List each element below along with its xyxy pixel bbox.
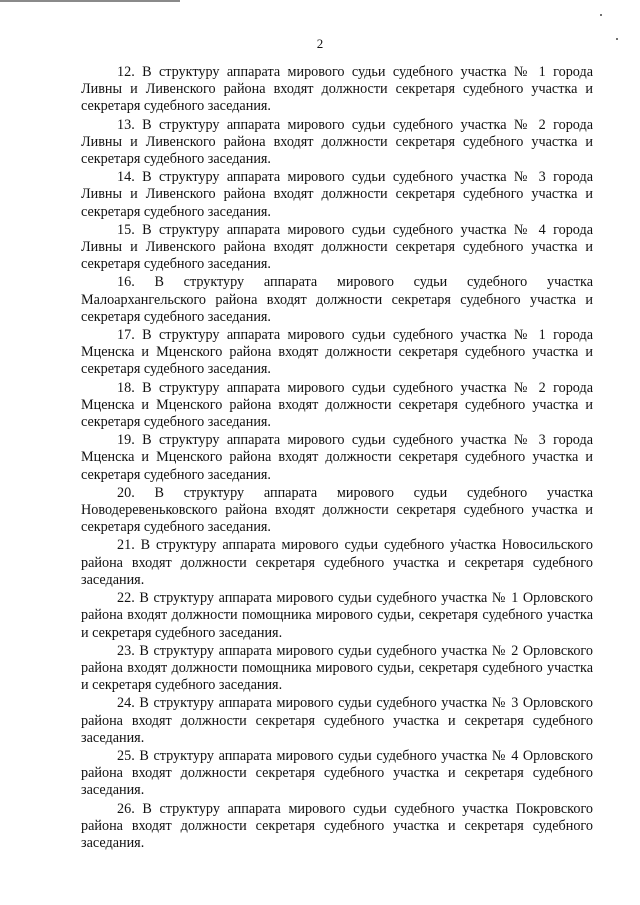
paragraph-18: 18. В структуру аппарата мирового судьи судебного участка № 2 города Мценска и Мценского района входят должности секретаря судебного участка и секретаря судебного заседания. [81, 379, 593, 431]
paragraph-19: 19. В структуру аппарата мирового судьи судебного участка № 3 города Мценска и Мценского района входят должности секретаря судебного участка и секретаря судебного заседания. [81, 432, 593, 483]
paragraph-23: 23. В структуру аппарата мирового судьи судебного участка № 2 Орловского района входят должности помощника мирового судьи, секретаря судебного участка и секретаря судебного заседания. [81, 642, 593, 694]
paragraph-20: 20. В структуру аппарата мирового судьи судебного участка Новодеревеньковского района входят должности секретаря судебного участка и секретаря судебного заседания. [81, 484, 593, 536]
paragraph-14: 14. В структуру аппарата мирового судьи судебного участка № 3 города Ливны и Ливенского района входят должности секретаря судебного участка и секретаря судебного заседания. [81, 169, 593, 220]
paragraph-26: 26. В структуру аппарата мирового судьи судебного участка Покровского района входят должности секретаря судебного участка и секретаря судебного заседания. [81, 800, 593, 851]
paragraph-22: 22. В структуру аппарата мирового судьи судебного участка № 1 Орловского района входят должности помощника мирового судьи, секретаря судебного участка и секретаря судебного заседания. [81, 590, 593, 641]
paragraph-17: 17. В структуру аппарата мирового судьи судебного участка № 1 города Мценска и Мценского района входят должности секретаря судебного участка и секретаря судебного заседания. [81, 327, 593, 378]
page-number: 2 [316, 36, 324, 51]
paragraph-24: 24. В структуру аппарата мирового судьи судебного участка № 3 Орловского района входят должности секретаря судебного участка и секретаря судебного заседания. [81, 695, 593, 746]
document-body [81, 64, 593, 853]
paragraph-12: 12. В структуру аппарата мирового судьи судебного участка № 1 города Ливны и Ливенского района входят должности секретаря судебного участка и секретаря судебного заседания. [81, 64, 593, 115]
paragraph-21: 21. В структуру аппарата мирового судьи судебного участка Новосильского района входят должности секретаря судебного участка и секретаря судебного заседания. [81, 537, 593, 588]
scan-speck [600, 14, 602, 16]
paragraph-15: 15. В структуру аппарата мирового судьи судебного участка № 4 города Ливны и Ливенского района входят должности секретаря судебного участка и секретаря судебного заседания. [81, 221, 593, 273]
paragraph-25: 25. В структуру аппарата мирового судьи судебного участка № 4 Орловского района входят должности секретаря судебного участка и секретаря судебного заседания. [81, 747, 593, 799]
scan-edge-line [0, 0, 180, 2]
paragraph-16: 16. В структуру аппарата мирового судьи судебного участка Малоархангельского района входят должности секретаря судебного участка и секретаря судебного заседания. [81, 274, 593, 325]
paragraph-13: 13. В структуру аппарата мирового судьи судебного участка № 2 города Ливны и Ливенского района входят должности секретаря судебного участка и секретаря судебного заседания. [81, 116, 593, 168]
